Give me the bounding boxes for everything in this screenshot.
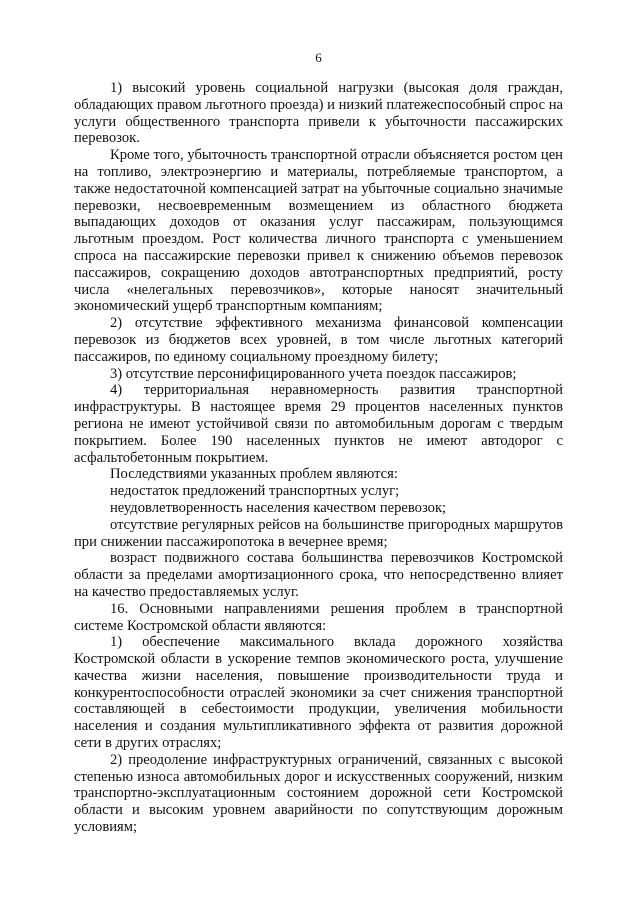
paragraph: 3) отсутствие персонифицированного учета поездок пассажиров; bbox=[110, 365, 517, 382]
paragraph: 4) территориальная неравномерность развития транспортной инфраструктуры. В настоящее время 29 процентов населенных пунктов региона не имеют устойчивой связи по автомобильным дорогам с твердым покрытием. Более 190 населенных пунктов не имеют автодорог с асфальтобетонным покрытием. bbox=[74, 382, 563, 466]
paragraph: возраст подвижного состава большинства перевозчиков Костромской области за пределами амортизационного срока, что непосредственно влияет на качество предоставляемых услуг. bbox=[74, 550, 563, 600]
paragraph: отсутствие регулярных рейсов на большинстве пригородных маршрутов при снижении пассажиропотока в вечернее время; bbox=[74, 516, 563, 550]
paragraph: 2) преодоление инфраструктурных ограничений, связанных с высокой степенью износа автомобильных дорог и искусственных сооружений, низким транспортно-эксплуатационным состоянием дорожной сети Костромской области и высоким уровнем аварийности по сопутствующим дорожным условиям; bbox=[74, 751, 563, 836]
paragraph: Последствиями указанных проблем являются: bbox=[110, 466, 398, 483]
document-page bbox=[74, 50, 563, 836]
paragraph: 1) обеспечение максимального вклада дорожного хозяйства Костромской области в ускорение темпов экономического роста, улучшение качества жизни населения, повышение производительности труда и конкурентоспособности отраслей экономики за счет снижения транспортной составляющей в себестоимости продукции, увеличения мобильности населения и создания мультипликативного эффекта от развития дорожной сети в других отраслях; bbox=[74, 634, 563, 752]
page-number: 6 bbox=[315, 50, 322, 65]
paragraph: неудовлетворенность населения качеством перевозок; bbox=[110, 499, 447, 516]
paragraph: 16. Основными направлениями решения проблем в транспортной системе Костромской области являются: bbox=[74, 600, 563, 634]
paragraph: 1) высокий уровень социальной нагрузки (высокая доля граждан, обладающих правом льготного проезда) и низкий платежеспособный спрос на услуги общественного транспорта привели к убыточности пассажирских перевозок. bbox=[74, 80, 563, 147]
paragraph: недостаток предложений транспортных услуг; bbox=[110, 483, 400, 500]
paragraph: 2) отсутствие эффективного механизма финансовой компенсации перевозок из бюджетов всех уровней, в том числе льготных категорий пассажиров, по единому социальному проездному билету; bbox=[74, 315, 563, 365]
paragraph: Кроме того, убыточность транспортной отрасли объясняется ростом цен на топливо, электроэнергию и материалы, потребляемые транспортом, а также недостаточной компенсацией затрат на убыточные социально значимые перевозки, несвоевременным возмещением из областного бюджета выпадающих доходов от оказания услуг пассажирам, пользующимся льготным проездом. Рост количества личного транспорта с уменьшением спроса на пассажирские перевозки привел к снижению объемов перевозок пассажиров, сокращению доходов автотранспортных предприятий, росту числа «нелегальных перевозчиков», которые наносят значительный экономический ущерб транспортным компаниям; bbox=[74, 147, 563, 315]
